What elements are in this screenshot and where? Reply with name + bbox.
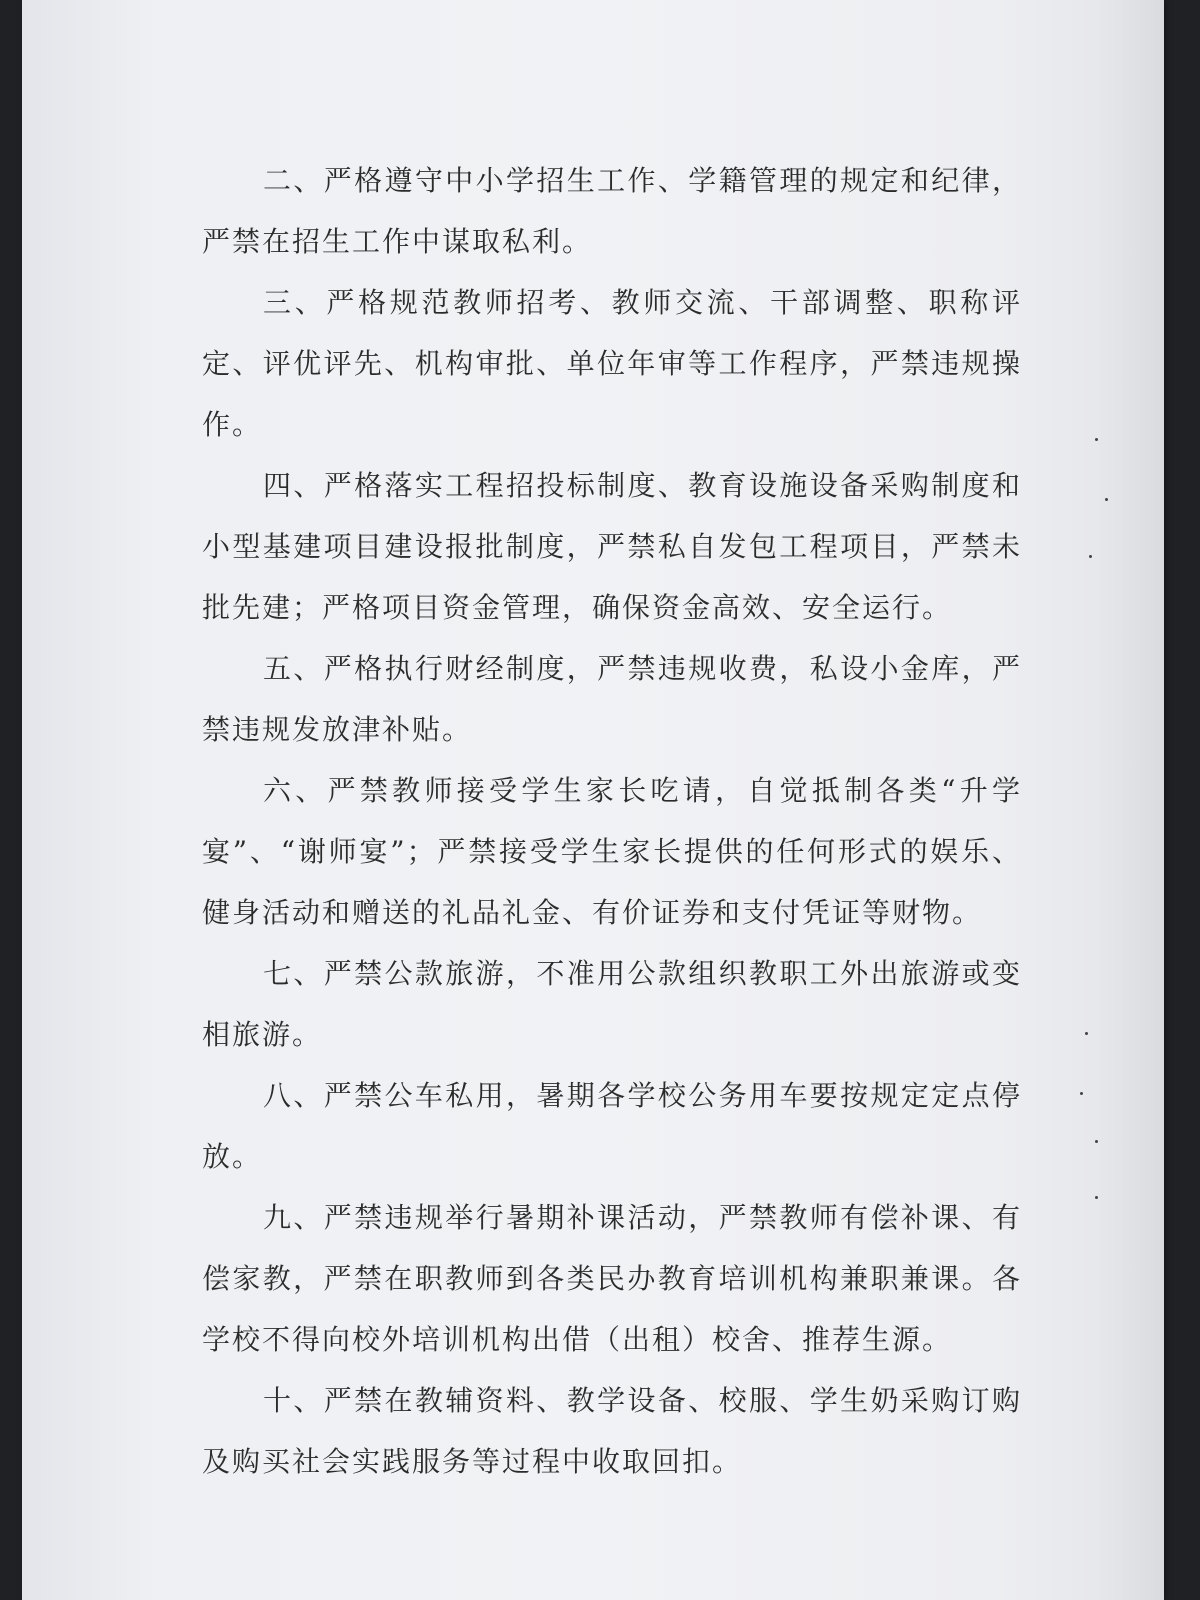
paragraph-9: 九、严禁违规举行暑期补课活动，严禁教师有偿补课、有偿家教，严禁在职教师到各类民办教育培训机构兼职兼课。各学校不得向校外培训机构出借（出租）校舍、推荐生源。 bbox=[202, 1201, 1022, 1356]
page-shadow bbox=[1094, 0, 1164, 1600]
paper-speck bbox=[1095, 438, 1098, 441]
paper-speck bbox=[1095, 1196, 1098, 1199]
paper-sheet bbox=[22, 0, 1164, 1600]
paragraph-7: 七、严禁公款旅游，不准用公款组织教职工外出旅游或变相旅游。 bbox=[202, 957, 1022, 1051]
paragraph-6: 六、严禁教师接受学生家长吃请，自觉抵制各类“升学宴”、“谢师宴”；严禁接受学生家长提供的任何形式的娱乐、健身活动和赠送的礼品礼金、有价证券和支付凭证等财物。 bbox=[202, 774, 1022, 929]
paragraph-3: 三、严格规范教师招考、教师交流、干部调整、职称评定、评优评先、机构审批、单位年审等工作程序，严禁违规操作。 bbox=[202, 286, 1022, 441]
paper-speck bbox=[1105, 498, 1108, 501]
paper-speck bbox=[1080, 1092, 1083, 1095]
paper-speck bbox=[1095, 1140, 1098, 1143]
paragraph-5: 五、严格执行财经制度，严禁违规收费，私设小金库，严禁违规发放津补贴。 bbox=[202, 652, 1022, 746]
paragraph-10: 十、严禁在教辅资料、教学设备、校服、学生奶采购订购及购买社会实践服务等过程中收取回扣。 bbox=[202, 1384, 1022, 1478]
paper-speck bbox=[1085, 1032, 1088, 1035]
paper-speck bbox=[1089, 555, 1092, 558]
document-body bbox=[202, 150, 1022, 1492]
paragraph-4: 四、严格落实工程招投标制度、教育设施设备采购制度和小型基建项目建设报批制度，严禁私自发包工程项目，严禁未批先建；严格项目资金管理，确保资金高效、安全运行。 bbox=[202, 469, 1022, 624]
paragraph-8: 八、严禁公车私用，暑期各学校公务用车要按规定定点停放。 bbox=[202, 1079, 1022, 1173]
paragraph-2: 二、严格遵守中小学招生工作、学籍管理的规定和纪律，严禁在招生工作中谋取私利。 bbox=[202, 164, 1022, 258]
